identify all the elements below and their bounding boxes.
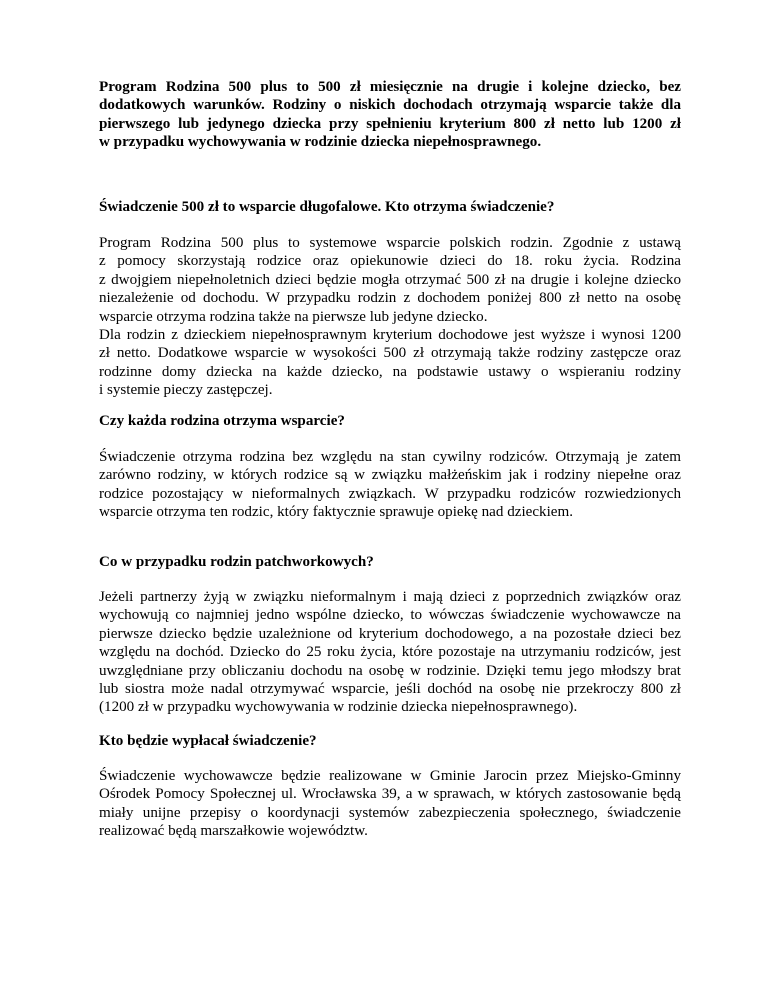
paragraph-line: rodzinne domy dziecka na każde dziecko, na podstawie ustawy o wspieraniu rodziny: [99, 363, 681, 380]
paragraph-line: rodzice pozostający w nieformalnych związkach. W przypadku rodziców rozwiedzionych: [99, 485, 681, 502]
paragraph-line: wsparcie otrzyma rodzina także na pierwsze lub jedyne dziecko.: [99, 308, 488, 325]
paragraph-line: (1200 zł w przypadku wychowywania w rodzinie dziecka niepełnosprawnego).: [99, 699, 578, 716]
section-heading: Co w przypadku rodzin patchworkowych?: [99, 554, 374, 570]
paragraph-line: Jeżeli partnerzy żyją w związku nieformalnym i mają dzieci z poprzednich związków oraz: [99, 589, 681, 605]
paragraph-line: pierwsze dziecko będzie uzależnione od kryterium dochodowego, a na pozostałe dzieci bez: [99, 625, 681, 642]
paragraph-line: wychowują co najmniej jedno wspólne dziecko, to wówczas świadczenie wychowawcze na: [99, 607, 681, 624]
intro-line: Program Rodzina 500 plus to 500 zł miesięcznie na drugie i kolejne dziecko, bez: [99, 79, 681, 95]
paragraph-line: i systemie pieczy zastępczej.: [99, 382, 273, 399]
paragraph-line: lub siostra może nadal otrzymywać wsparcie, jeśli dochód na osobę nie przekroczy 800 zł: [99, 681, 681, 698]
intro-paragraph: [99, 78, 681, 152]
paragraph-line: Świadczenie otrzyma rodzina bez względu na stan cywilny rodziców. Otrzymają je zatem: [99, 449, 681, 465]
paragraph-line: z pomocy skorzystają rodzice oraz opiekunowie dzieci do 18. roku życia. Rodzina: [99, 253, 681, 270]
paragraph-line: Program Rodzina 500 plus to systemowe wsparcie polskich rodzin. Zgodnie z ustawą: [99, 235, 681, 251]
paragraph-line: miały unijne przepisy o koordynacji systemów zabezpieczenia społecznego, świadczenie: [99, 804, 681, 821]
intro-line: pierwszego lub jedynego dziecka przy spełnieniu kryterium 800 zł netto lub 1200 zł: [99, 115, 681, 132]
paragraph-line: zarówno rodziny, w których rodzice są w związku małżeńskim jak i rodziny niepełne oraz: [99, 467, 681, 484]
paragraph-line: Świadczenie wychowawcze będzie realizowane w Gminie Jarocin przez Miejsko-Gminny: [99, 768, 681, 784]
paragraph-line: względu na dochód. Dziecko do 25 roku życia, które pozostaje na utrzymaniu rodziców, jest: [99, 644, 681, 661]
intro-line: w przypadku wychowywania w rodzinie dziecka niepełnosprawnego.: [99, 134, 542, 151]
paragraph-line: wsparcie otrzyma ten rodzic, który faktycznie sprawuje opiekę nad dzieckiem.: [99, 504, 573, 521]
section-heading: Kto będzie wypłacał świadczenie?: [99, 733, 317, 749]
paragraph-line: zł netto. Dodatkowe wsparcie w wysokości 500 zł otrzymają także rodziny zastępcze oraz: [99, 345, 681, 362]
section-paragraph: [99, 448, 681, 522]
intro-line: dodatkowych warunków. Rodziny o niskich dochodach otrzymają wsparcie także dla: [99, 97, 681, 114]
paragraph-line: realizować będą marszałkowie województw.: [99, 823, 368, 840]
paragraph-line: uwzględniane przy obliczaniu dochodu na osobę w rodzinie. Dzięki temu jego młodszy brat: [99, 662, 681, 679]
section-paragraph: [99, 767, 681, 841]
section-heading: Świadczenie 500 zł to wsparcie długofalowe. Kto otrzyma świadczenie?: [99, 199, 555, 215]
paragraph-line: z dwojgiem niepełnoletnich dzieci będzie mogła otrzymać 500 zł na drugie i kolejne dziecko: [99, 271, 681, 288]
section-heading: Czy każda rodzina otrzyma wsparcie?: [99, 413, 345, 429]
paragraph-line: niezależenie od dochodu. W przypadku rodzin z dochodem poniżej 800 zł netto na osobę: [99, 290, 681, 307]
section-paragraph: [99, 588, 681, 717]
paragraph-line: Dla rodzin z dzieckiem niepełnosprawnym kryterium dochodowe jest wyższe i wynosi 1200: [99, 327, 681, 344]
paragraph-line: Ośrodek Pomocy Społecznej ul. Wrocławska 39, a w sprawach, w których zastosowanie będą: [99, 786, 681, 803]
section-paragraph: [99, 234, 681, 400]
